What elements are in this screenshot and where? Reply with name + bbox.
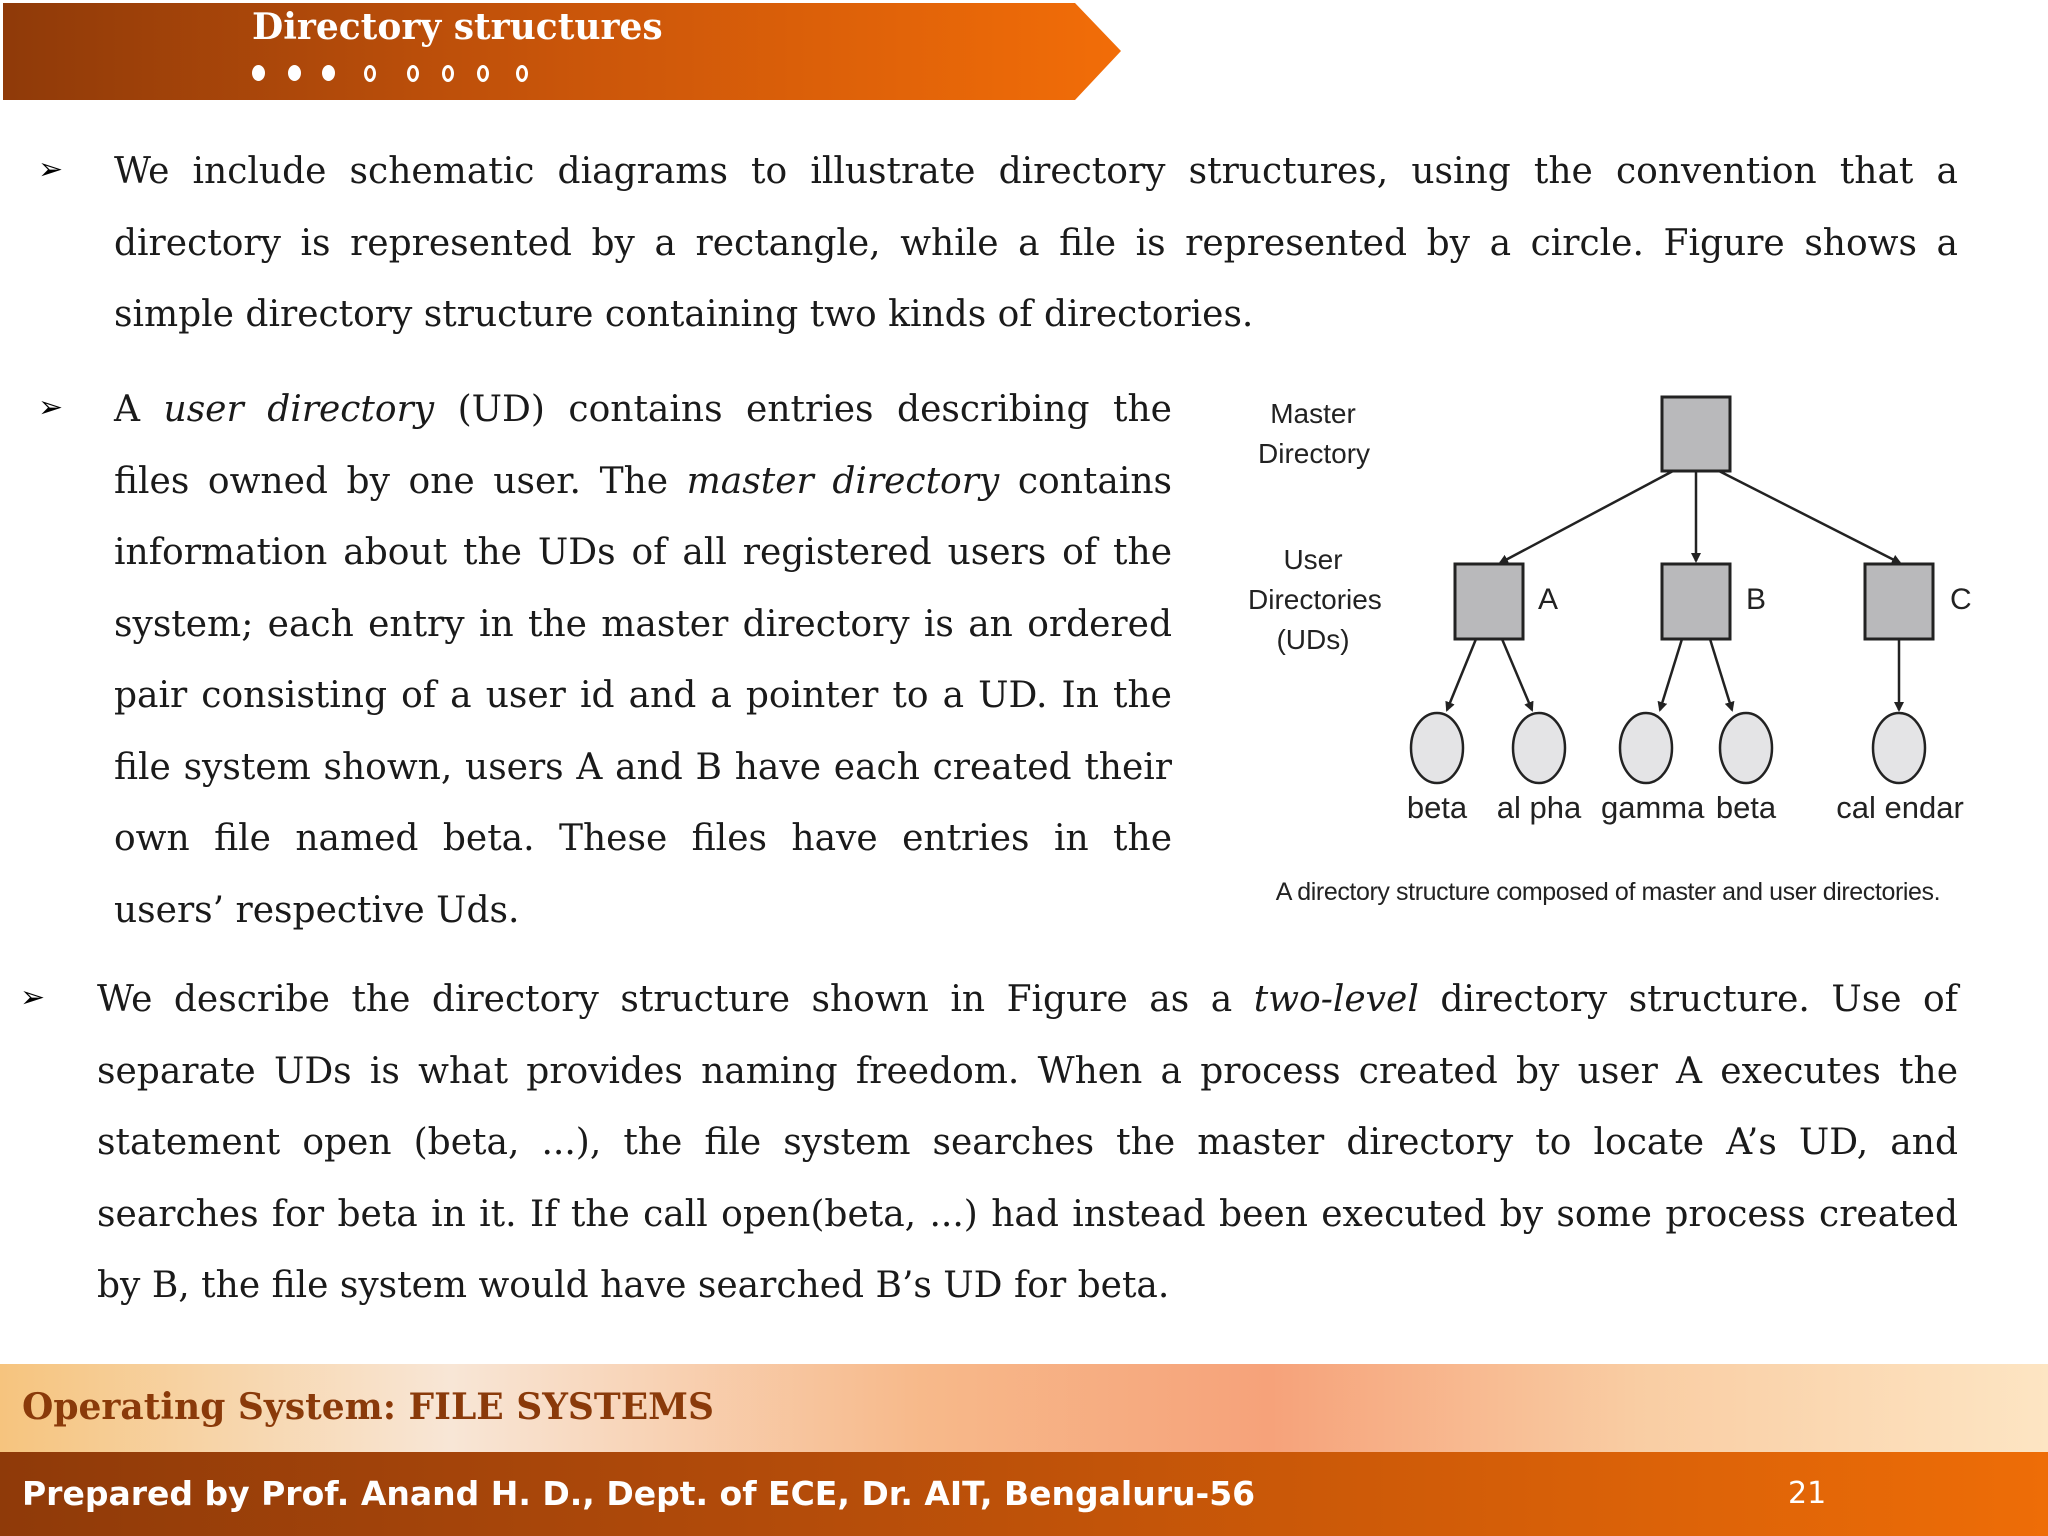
text-run: A [114,389,164,430]
term-two-level: two-level [1253,979,1419,1020]
text-run: (UD) contains entries describing the files owned by one user. The [114,389,1172,502]
user-b-label: B [1746,583,1767,616]
file-label: gamma [1601,790,1705,825]
progress-dot-filled [322,65,335,81]
user-a-label: A [1538,583,1559,616]
bullet-paragraph-3 [97,964,1958,1322]
progress-dot-filled [288,65,301,81]
figure-caption: A directory structure composed of master and user directories. [1275,878,1941,906]
page-number: 21 [1788,1476,1827,1511]
file-circle [1620,713,1672,783]
label-line: Master [1270,398,1356,429]
file-label: beta [1406,790,1468,825]
text-run: directory structure. Use of separate UDs is what provides naming freedom. When a process created by user A executes the statement open (beta, ...), the file system searches the master directory to locate A’s UD, and searches for beta in it. If the call open(beta, ...) had instead been executed by some process created by B, the file system would have searched B’s UD for beta. [97,979,1959,1306]
author-footer-bar [0,1452,2048,1536]
label-line: User [1283,544,1343,575]
master-directory-box [1662,397,1730,471]
bullet-arrow-icon: ➢ [20,980,46,1015]
progress-dot-filled [252,65,265,81]
progress-dot-empty [516,65,528,82]
progress-dot-empty [442,65,454,82]
user-directories-label [1248,540,1382,660]
author-credit: Prepared by Prof. Anand H. D., Dept. of ECE, Dr. AIT, Bengaluru-56 [22,1474,1256,1513]
course-footer-band [0,1364,2048,1452]
bullet-arrow-icon: ➢ [38,390,64,425]
file-circle [1411,713,1463,783]
progress-dot-empty [407,65,419,82]
bullet-paragraph-1: We include schematic diagrams to illustrate directory structures, using the convention that a directory is represented by a rectangle, while a file is represented by a circle. Figure shows a simple directory structure containing two kinds of directories. [114,151,1958,335]
user-directory-a-box [1455,564,1523,639]
file-label: al pha [1496,790,1582,825]
directory-structure-figure [1210,380,2000,920]
file-circle [1720,713,1772,783]
term-master-directory: master directory [686,460,1000,502]
master-directory-label [1258,394,1371,474]
text-run: We describe the directory structure shown in Figure as a [97,979,1254,1020]
bullet-paragraph-2 [114,374,1172,946]
label-line: Directory [1258,438,1371,469]
slide-title: Directory structures [252,6,663,48]
file-label: beta [1715,790,1777,825]
file-circle [1513,713,1565,783]
user-directory-c-box [1865,564,1933,639]
progress-dot-empty [364,65,376,82]
user-directory-b-box [1662,564,1730,639]
bullet-arrow-icon: ➢ [38,152,64,187]
file-circle [1873,713,1925,783]
text-run: contains information about the UDs of all registered users of the system; each entry in the master directory is an ordered pair consisting of a user id and a pointer to a UD. In the file system shown, users A and B have each created their own file named beta. These files have entries in the users’ respective Uds. [114,460,1172,931]
course-title: Operating System: FILE SYSTEMS [22,1386,714,1428]
label-line: Directories [1248,584,1382,615]
progress-dot-empty [477,65,489,82]
label-line: (UDs) [1276,624,1350,655]
file-label: cal endar [1836,790,1964,825]
term-user-directory: user directory [163,389,435,430]
user-c-label: C [1950,583,1972,616]
